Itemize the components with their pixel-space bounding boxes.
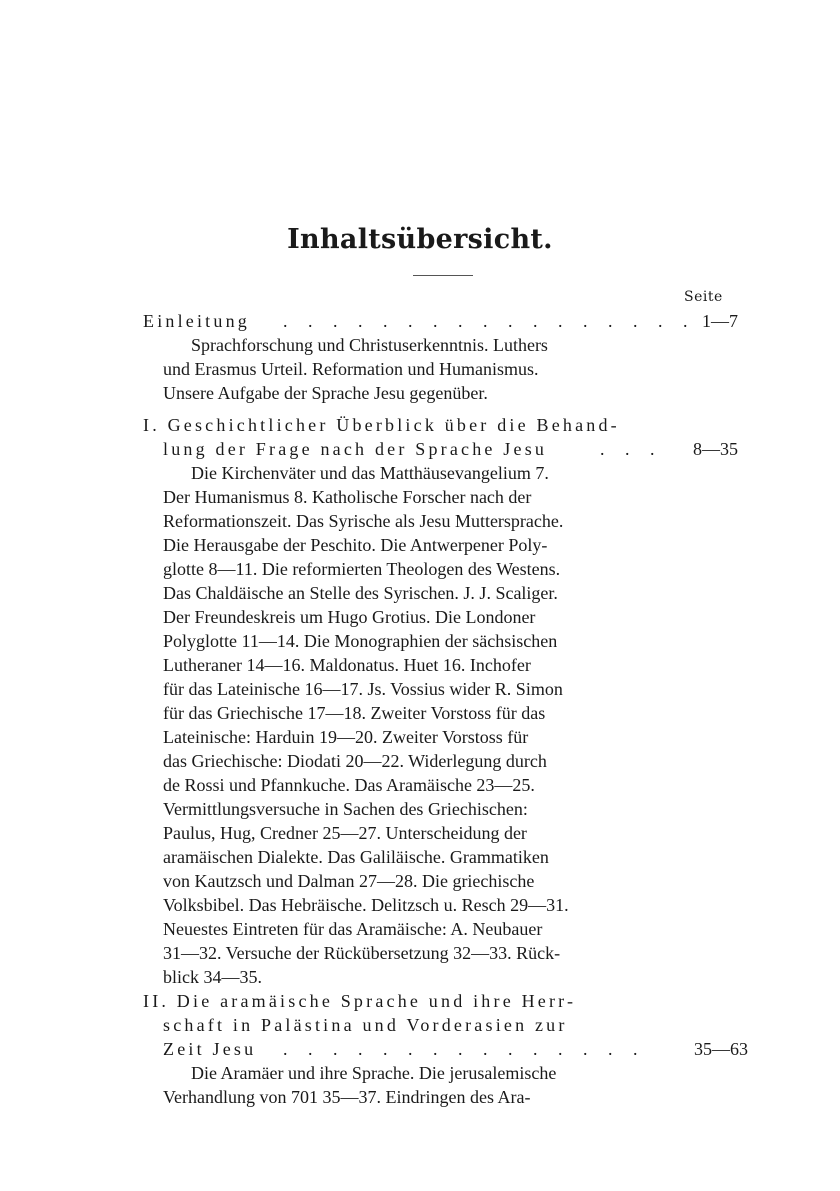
toc-body-line: Die Aramäer und ihre Sprache. Die jerusalemische [191, 1063, 557, 1083]
toc-heading-chapter-2: Zeit Jesu [163, 1039, 257, 1059]
toc-body-line: Sprachforschung und Christuserkenntnis. Luthers [191, 335, 548, 355]
toc-body-line: das Griechische: Diodati 20—22. Widerlegung durch [163, 751, 547, 771]
toc-body-line: Das Chaldäische an Stelle des Syrischen. J. J. Scaliger. [163, 583, 558, 603]
toc-body-line: Die Herausgabe der Peschito. Die Antwerpener Poly- [163, 535, 548, 555]
toc-body-line: Volksbibel. Das Hebräische. Delitzsch u. Resch 29—31. [163, 895, 569, 915]
toc-body-line: Der Humanismus 8. Katholische Forscher nach der [163, 487, 532, 507]
toc-body-line: Der Freundeskreis um Hugo Grotius. Die Londoner [163, 607, 536, 627]
toc-body-line: Verhandlung von 701 35—37. Eindringen des Ara- [163, 1087, 531, 1107]
toc-heading-chapter-1: I. Geschichtlicher Überblick über die Behand- [143, 415, 620, 435]
toc-pages: 1—7 [702, 311, 738, 331]
toc-body-line: Polyglotte 11—14. Die Monographien der sächsischen [163, 631, 558, 651]
toc-body-line: von Kautzsch und Dalman 27—28. Die griechische [163, 871, 535, 891]
toc-body-line: Lutheraner 14—16. Maldonatus. Huet 16. Inchofer [163, 655, 531, 675]
title-rule [413, 275, 473, 276]
toc-body-line: Vermittlungsversuche in Sachen des Griechischen: [163, 799, 528, 819]
toc-body-line: aramäischen Dialekte. Das Galiläische. Grammatiken [163, 847, 549, 867]
page-title: Inhaltsübersicht. [287, 224, 553, 255]
toc-body-line: glotte 8—11. Die reformierten Theologen des Westens. [163, 559, 561, 579]
toc-heading-chapter-2: II. Die aramäische Sprache und ihre Herr- [143, 991, 577, 1011]
toc-leader-dots: . . . . . . . . . . . . . . . [283, 1039, 646, 1059]
toc-body-line: 31—32. Versuche der Rückübersetzung 32—33. Rück- [163, 943, 561, 963]
toc-body-line: für das Lateinische 16—17. Js. Vossius wider R. Simon [163, 679, 563, 699]
toc-leader-dots: . . . [600, 439, 663, 459]
toc-body-line: für das Griechische 17—18. Zweiter Vorstoss für das [163, 703, 546, 723]
toc-body-line: Paulus, Hug, Credner 25—27. Unterscheidung der [163, 823, 527, 843]
toc-body-line: de Rossi und Pfannkuche. Das Aramäische 23—25. [163, 775, 535, 795]
toc-body-line: blick 34—35. [163, 967, 262, 987]
toc-heading-chapter-2: schaft in Palästina und Vorderasien zur [163, 1015, 568, 1035]
toc-leader-dots: . . . . . . . . . . . . . . . . . [283, 311, 696, 331]
toc-body-line: Unsere Aufgabe der Sprache Jesu gegenüber. [163, 383, 488, 403]
toc-heading-einleitung: Einleitung [143, 311, 250, 331]
toc-body-line: Reformationszeit. Das Syrische als Jesu Muttersprache. [163, 511, 564, 531]
page-column-label: Seite [684, 289, 723, 305]
toc-body-line: und Erasmus Urteil. Reformation und Humanismus. [163, 359, 539, 379]
toc-heading-chapter-1: lung der Frage nach der Sprache Jesu [163, 439, 548, 459]
toc-body-line: Lateinische: Harduin 19—20. Zweiter Vorstoss für [163, 727, 529, 747]
toc-body-line: Neuestes Eintreten für das Aramäische: A. Neubauer [163, 919, 543, 939]
toc-pages: 8—35 [693, 439, 738, 459]
toc-body-line: Die Kirchenväter und das Matthäusevangelium 7. [191, 463, 549, 483]
toc-pages: 35—63 [694, 1039, 748, 1059]
